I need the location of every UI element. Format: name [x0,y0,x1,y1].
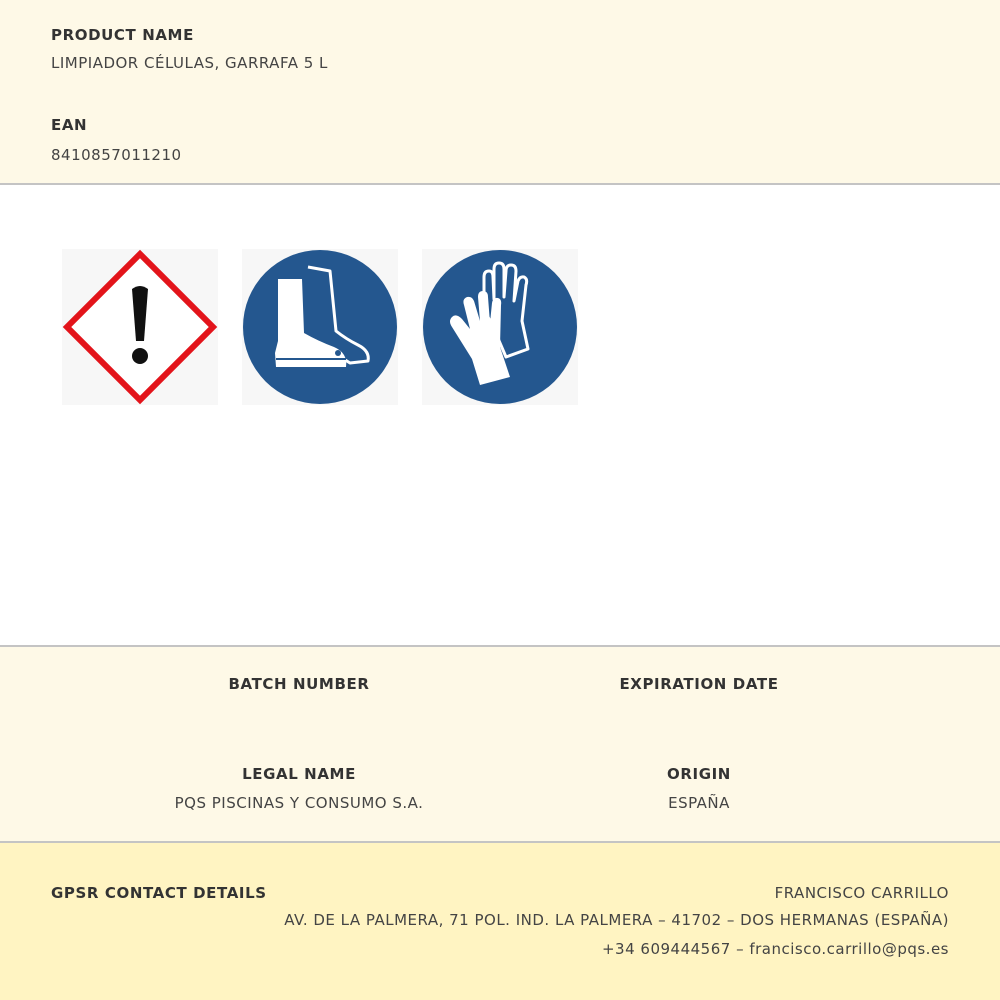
protective-gloves-icon [422,249,578,405]
product-name-value: LIMPIADOR CÉLULAS, GARRAFA 5 L [51,54,328,72]
pictograms-section [0,187,1000,645]
batch-number-label: BATCH NUMBER [228,675,370,693]
expiration-date-label: EXPIRATION DATE [619,675,779,693]
contact-phone-email: +34 609444567 – francisco.carrillo@pqs.es [601,940,949,958]
product-info-section [0,0,1000,185]
exclamation-hazard-icon [62,249,218,405]
batch-legal-section [0,645,1000,843]
safety-boots-icon [242,249,398,405]
origin-value: ESPAÑA [668,794,730,812]
ean-label: EAN [51,116,88,134]
gpsr-contact-section [0,843,1000,1000]
contact-name: FRANCISCO CARRILLO [774,884,949,902]
legal-name-value: PQS PISCINAS Y CONSUMO S.A. [174,794,424,812]
product-name-label: PRODUCT NAME [51,26,194,44]
ean-value: 8410857011210 [51,146,182,164]
legal-name-label: LEGAL NAME [242,765,356,783]
origin-label: ORIGIN [667,765,731,783]
gpsr-label: GPSR CONTACT DETAILS [51,884,267,902]
contact-address: AV. DE LA PALMERA, 71 POL. IND. LA PALMERA – 41702 – DOS HERMANAS (ESPAÑA) [284,911,949,929]
